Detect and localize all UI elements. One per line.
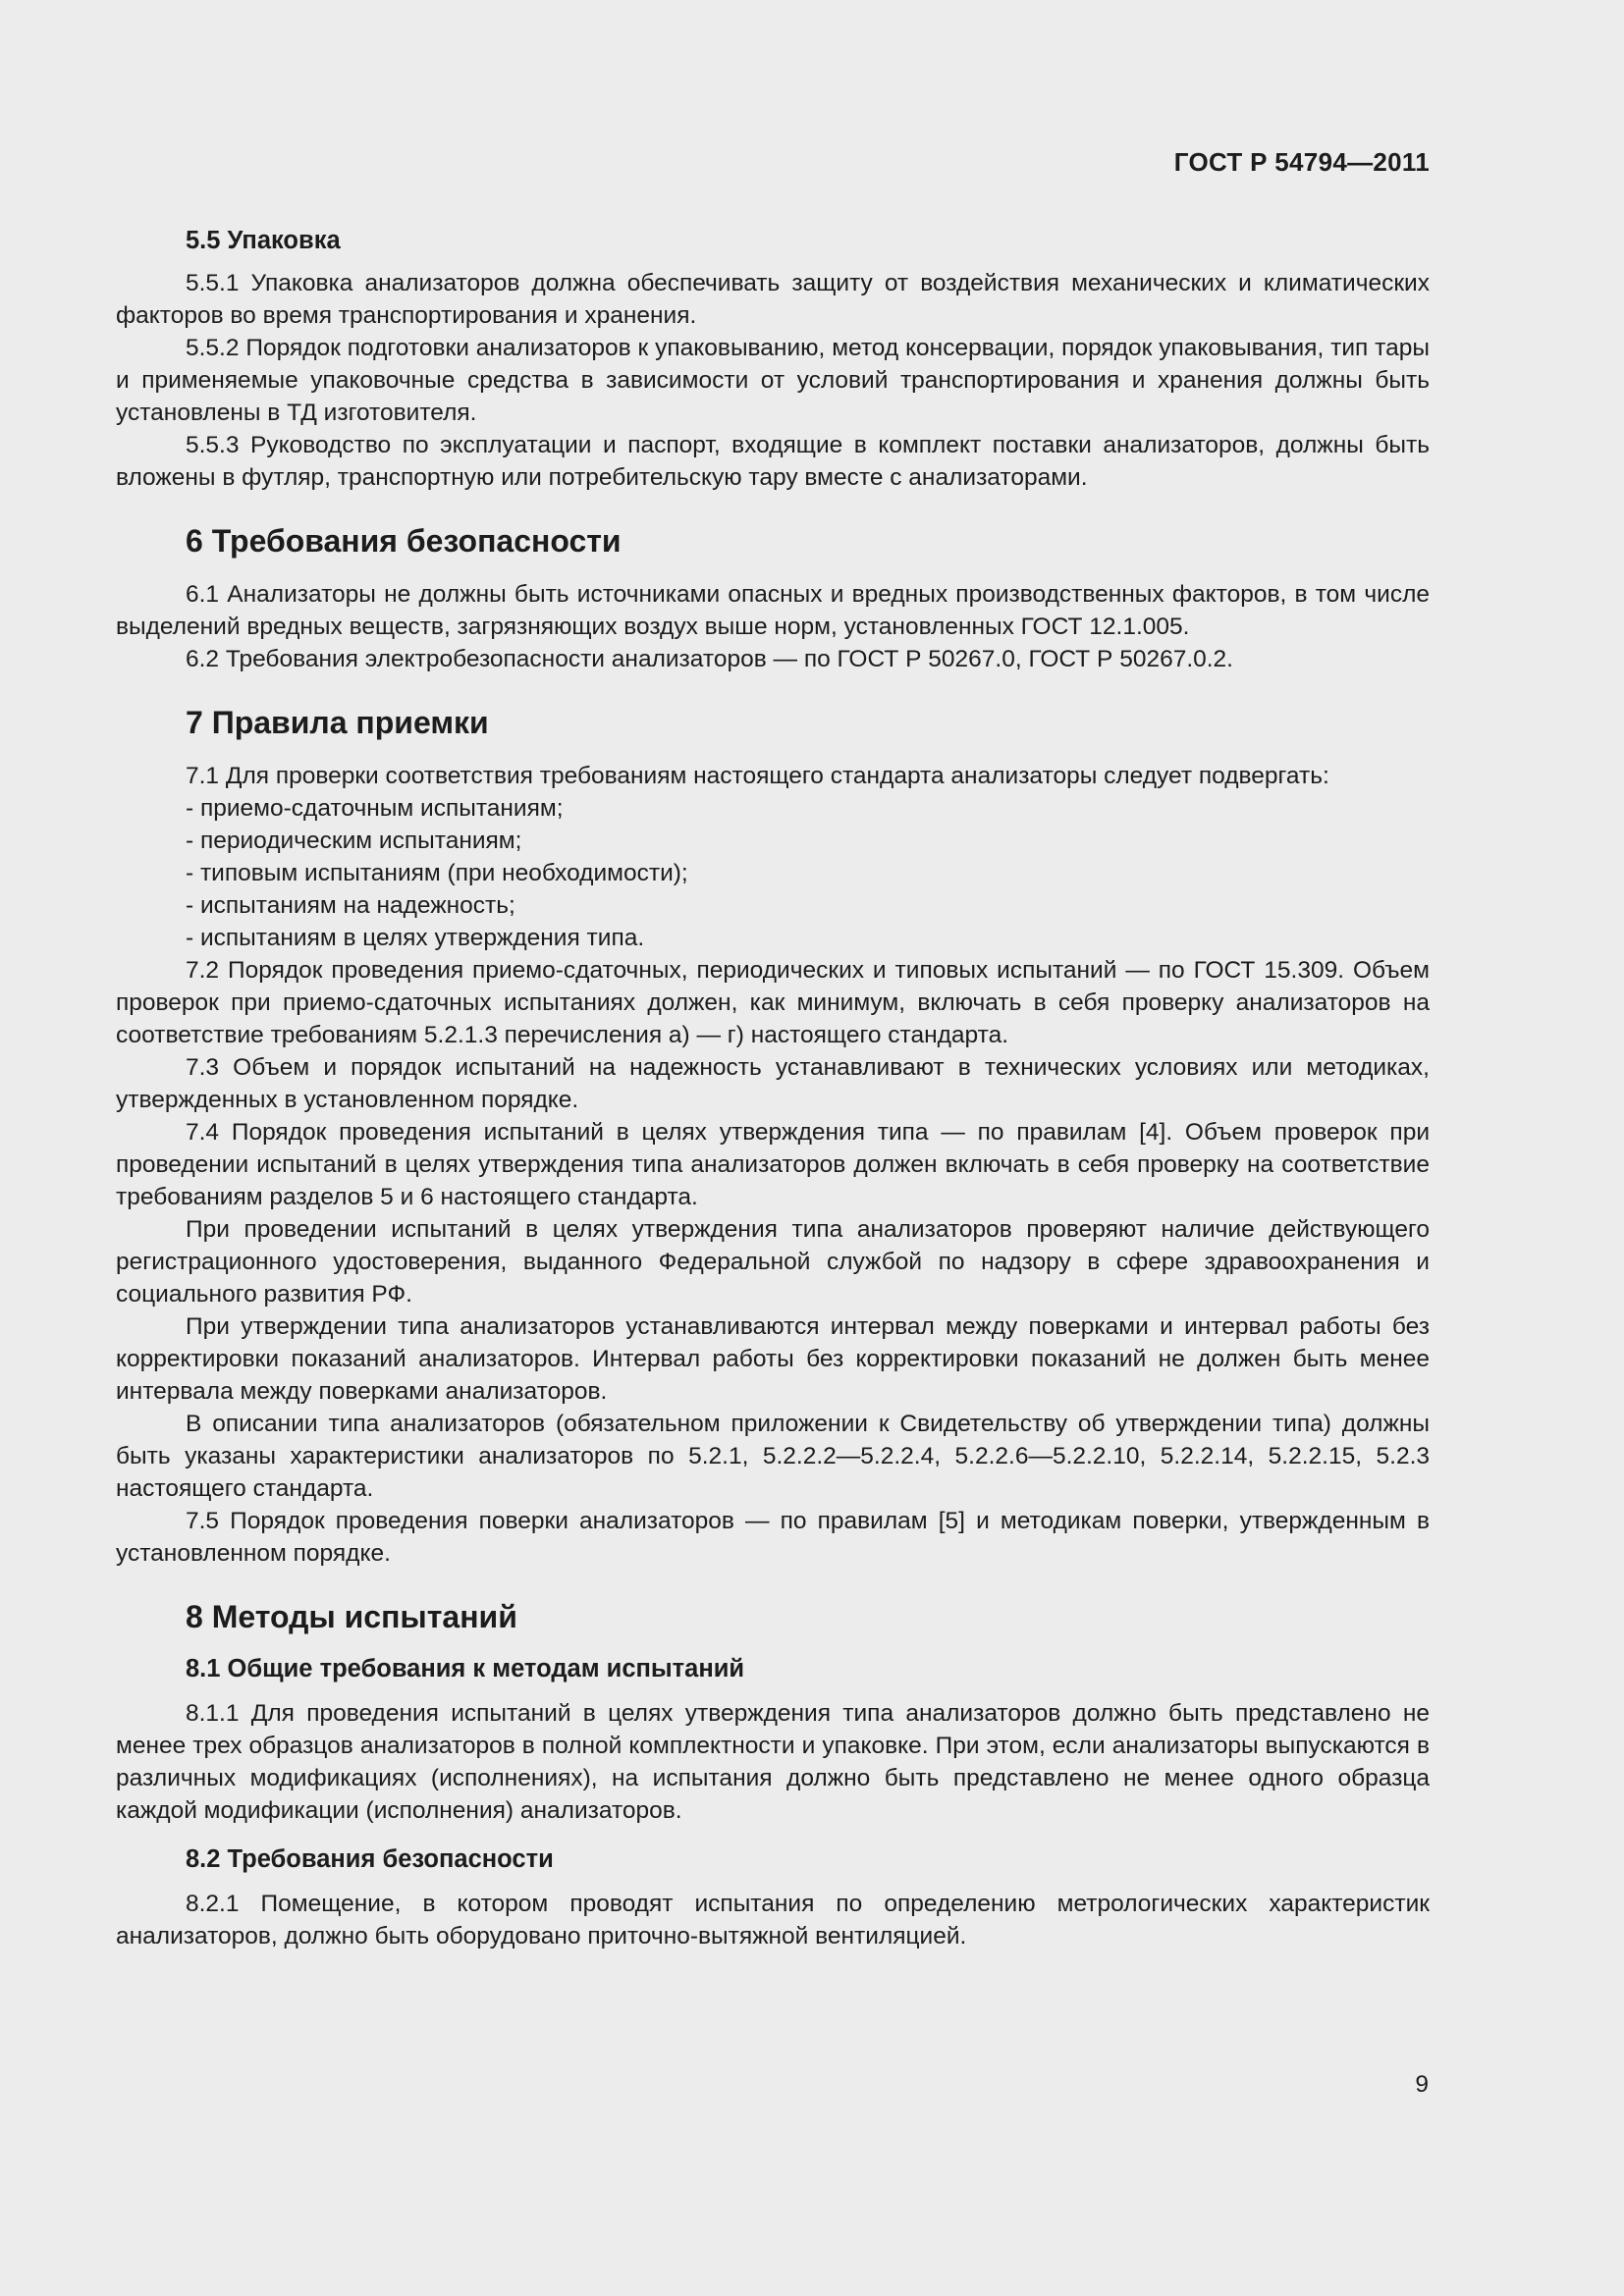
paragraph-7-1: 7.1 Для проверки соответствия требованиям настоящего стандарта анализаторы следует подвергать: bbox=[186, 763, 1329, 789]
section-heading-8: 8 Методы испытаний bbox=[186, 1599, 517, 1634]
section-heading-7: 7 Правила приемки bbox=[186, 705, 489, 740]
document-body bbox=[116, 224, 1430, 1952]
paragraph-7-2: 7.2 Порядок проведения приемо-сдаточных, периодических и типовых испытаний — по ГОСТ 15.309. Объем проверок при приемо-сдаточных испытаниях должен, как минимум, включать в себя проверку анализаторов на соответствие требованиям 5.2.1.3 перечисления а) — г) настоящего стандарта. bbox=[116, 957, 1430, 1048]
paragraph-7-3: 7.3 Объем и порядок испытаний на надежность устанавливают в технических условиях или методиках, утвержденных в установленном порядке. bbox=[116, 1054, 1430, 1113]
paragraph-6-1: 6.1 Анализаторы не должны быть источниками опасных и вредных производственных факторов, в том числе выделений вредных веществ, загрязняющих воздух выше норм, установленных ГОСТ 12.1.005. bbox=[116, 581, 1430, 640]
section-heading-6: 6 Требования безопасности bbox=[186, 523, 622, 559]
paragraph-5-5-3: 5.5.3 Руководство по эксплуатации и паспорт, входящие в комплект поставки анализаторов, должны быть вложены в футляр, транспортную или потребительскую тару вместе с анализаторами. bbox=[116, 432, 1430, 491]
list-item: - испытаниям в целях утверждения типа. bbox=[186, 925, 645, 951]
section-heading-8-1: 8.1 Общие требования к методам испытаний bbox=[186, 1655, 745, 1682]
paragraph-8-2-1: 8.2.1 Помещение, в котором проводят испытания по определению метрологических характеристик анализаторов, должно быть оборудовано приточно-вытяжной вентиляцией. bbox=[116, 1891, 1430, 1949]
paragraph-5-5-1: 5.5.1 Упаковка анализаторов должна обеспечивать защиту от воздействия механических и климатических факторов во время транспортирования и хранения. bbox=[116, 270, 1430, 329]
list-item: - испытаниям на надежность; bbox=[186, 892, 515, 919]
list-item: - периодическим испытаниям; bbox=[186, 828, 522, 854]
paragraph: При утверждении типа анализаторов устанавливаются интервал между поверками и интервал работы без корректировки показаний анализаторов. Интервал работы без корректировки показаний не должен быть менее интервала между поверками анализаторов. bbox=[116, 1313, 1430, 1405]
document-header: ГОСТ Р 54794—2011 bbox=[1173, 147, 1430, 177]
section-heading-5-5: 5.5 Упаковка bbox=[186, 227, 341, 254]
page-number: 9 bbox=[1415, 2071, 1429, 2098]
paragraph-8-1-1: 8.1.1 Для проведения испытаний в целях утверждения типа анализаторов должно быть представлено не менее трех образцов анализаторов в полной комплектности и упаковке. При этом, если анализаторы выпускаются в различных модификациях (исполнениях), на испытания должно быть представлено не менее одного образца каждой модификации (исполнения) анализаторов. bbox=[116, 1700, 1430, 1824]
paragraph: При проведении испытаний в целях утверждения типа анализаторов проверяют наличие действующего регистрационного удостоверения, выданного Федеральной службой по надзору в сфере здравоохранения и социального развития РФ. bbox=[116, 1216, 1430, 1308]
paragraph-7-4: 7.4 Порядок проведения испытаний в целях утверждения типа — по правилам [4]. Объем проверок при проведении испытаний в целях утверждения типа анализаторов должен включать в себя проверку на соответствие требованиям разделов 5 и 6 настоящего стандарта. bbox=[116, 1119, 1430, 1210]
list-item: - типовым испытаниям (при необходимости); bbox=[186, 860, 688, 886]
list-item: - приемо-сдаточным испытаниям; bbox=[186, 795, 564, 822]
paragraph: В описании типа анализаторов (обязательном приложении к Свидетельству об утверждении типа) должны быть указаны характеристики анализаторов по 5.2.1, 5.2.2.2—5.2.2.4, 5.2.2.6—5.2.2.10, 5.2.2.14, 5.2.2.15, 5.2.3 настоящего стандарта. bbox=[116, 1411, 1430, 1502]
section-heading-8-2: 8.2 Требования безопасности bbox=[186, 1845, 554, 1873]
paragraph-7-5: 7.5 Порядок проведения поверки анализаторов — по правилам [5] и методикам поверки, утвержденным в установленном порядке. bbox=[116, 1508, 1430, 1567]
paragraph-5-5-2: 5.5.2 Порядок подготовки анализаторов к упаковыванию, метод консервации, порядок упаковывания, тип тары и применяемые упаковочные средства в зависимости от условий транспортирования и хранения должны быть установлены в ТД изготовителя. bbox=[116, 335, 1430, 426]
paragraph-6-2: 6.2 Требования электробезопасности анализаторов — по ГОСТ Р 50267.0, ГОСТ Р 50267.0.2. bbox=[186, 646, 1233, 672]
